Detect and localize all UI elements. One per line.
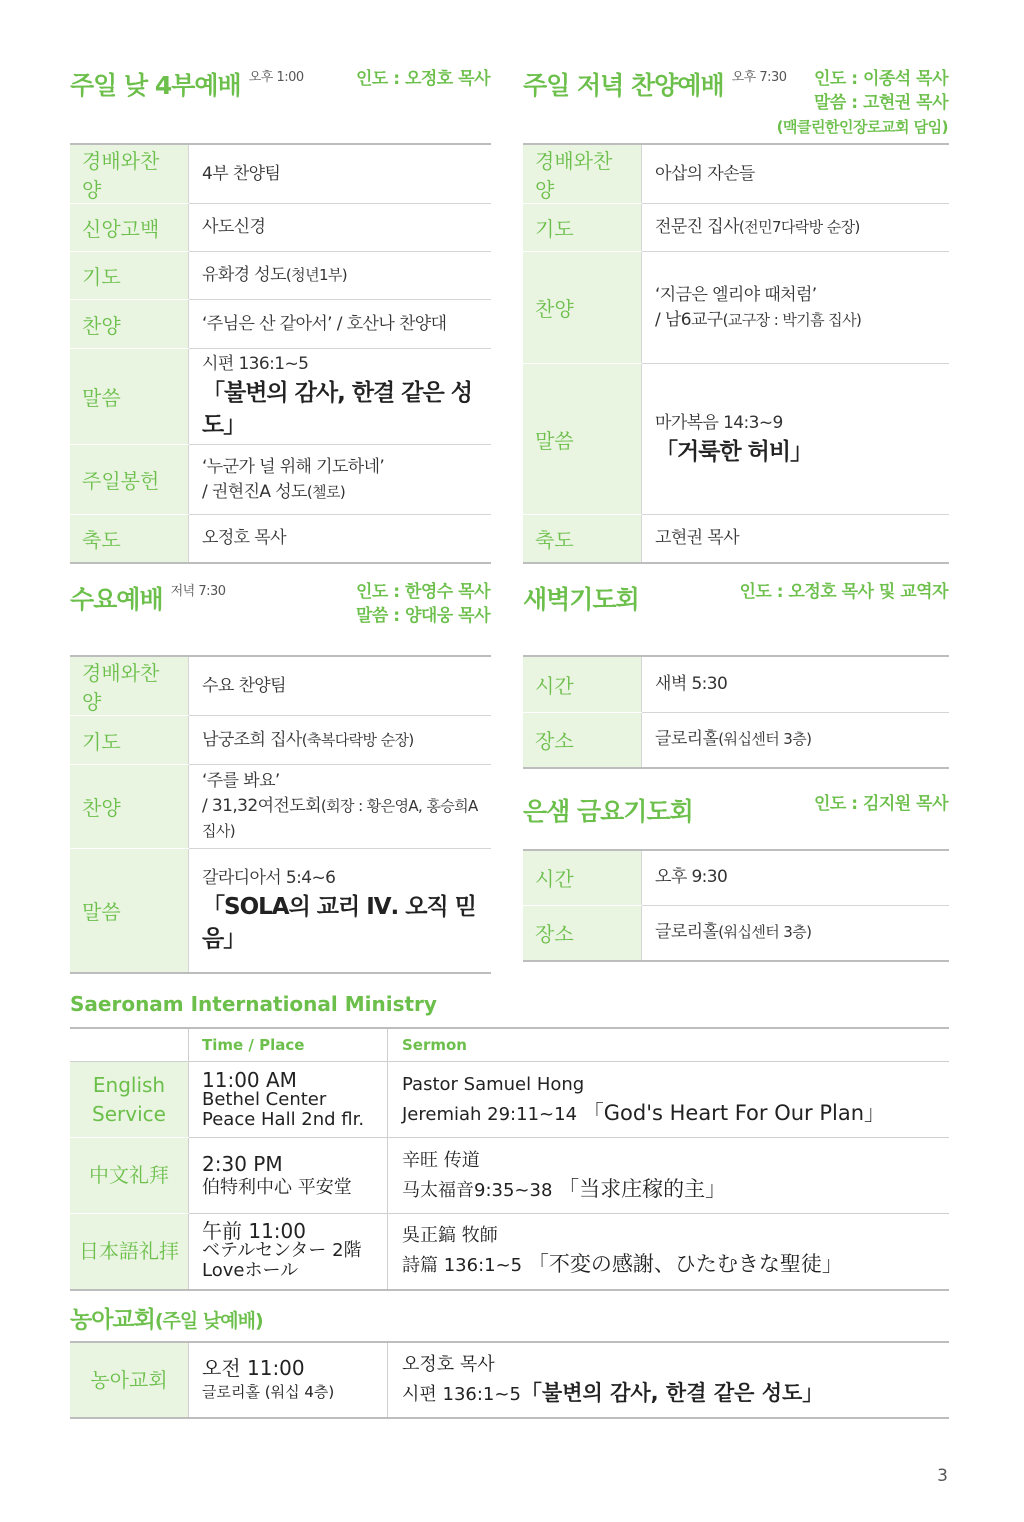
sermon-title: 「거룩한 허비」 [655,438,813,465]
row-label: 신앙고백 [70,204,189,252]
ministry-row: 日本語礼拝 午前 11:00 ベテルセンター 2階 Loveホール 吳正鎬 牧師 詩篇 136:1~5 「不変の感謝、ひたむきな聖徒」 [70,1214,949,1290]
friday-title: 은샘 금요기도회 [523,797,693,826]
sundayeve-leaders: 인도 : 이종석 목사 말씀 : 고현권 목사 (맥클린한인장로교회 담임) [776,69,948,136]
row-label: 기도 [70,716,189,765]
ministry-row: English Service 11:00 AM Bethel Center Peace Hall 2nd flr. Pastor Samuel Hong Jeremiah 29:11~14 「God's Heart For Our Plan」 [70,1062,949,1138]
wednesday-leaders: 인도 : 한영수 목사 말씀 : 양대웅 목사 [355,582,490,626]
row-label: 주일봉헌 [70,445,189,515]
sundayeve-title: 주일 저녁 찬양예배 $^{오후 7:30}$ [523,70,787,100]
row-label: 찬양 [70,300,189,349]
header-blank [70,1028,189,1062]
row-label: 말씀 [70,849,189,973]
row-label: 경배와찬양 [523,144,642,204]
row-label: 기도 [70,252,189,300]
row-label: 말씀 [523,364,642,515]
sunday4-leader: 인도 : 오정호 목사 [355,69,490,89]
ministry-row: 中文礼拜 2:30 PM 伯特利中心 平安堂 辛旺 传道 马太福音9:35~38 「当求庄稼的主」 [70,1138,949,1214]
row-label: 시간 [523,850,642,905]
sermon-title: 「SOLA의 교리 Ⅳ. 오직 믿음」 [202,893,476,952]
ministry-title: Saeronam International Ministry [70,992,437,1016]
row-label: 기도 [523,204,642,252]
col-sermon-header: Sermon [388,1028,950,1062]
row-label: 축도 [523,515,642,563]
row-label: 경배와찬양 [70,144,189,204]
sunday4-title: 주일 낮 4부예배 $^{오후 1:00}$ [70,70,304,100]
col-time-header: Time / Place [189,1028,388,1062]
deaf-title: 농아교회(주일 낮예배) [70,1307,263,1333]
sunday4-table: 경배와찬양 4부 찬양팀 신앙고백 사도신경 기도 유화경 성도(청년1부) 찬양 ‘주님은 산 같아서’ / 호산나 찬양대 말씀 시편 136:1~5 「불변의 감사, 한결 같은 성도」 주일봉헌 ‘누군가 널 위해 기도하네’ / 권현진A 성도(첼로) 축도 오정호 목사 [70,143,491,564]
wednesday-table: 경배와찬양 수요 찬양팀 기도 남궁조희 집사(축복다락방 순장) 찬양 ‘주를 봐요’ / 31,32여전도회(회장 : 황은영A, 홍승희A 집사) 말씀 갈라디아서 5:4~6 「SOLA의 교리 Ⅳ. 오직 믿음」 [70,655,491,974]
ministry-table [70,1027,949,1291]
friday-table: 시간 오후 9:30 장소 글로리홀(워십센터 3층) [523,849,949,962]
row-label: 시간 [523,656,642,712]
row-label: 장소 [523,712,642,768]
wednesday-title: 수요예배 $^{저녁 7:30}$ [70,584,226,614]
row-label: 찬양 [523,252,642,364]
page-number: 3 [937,1466,948,1486]
sundayeve-table: 경배와찬양 아삽의 자손들 기도 전문진 집사(전민7다락방 순장) 찬양 ‘지금은 엘리야 때처럼’ / 남6교구(교구장 : 박기흠 집사) 말씀 마가복음 14:3~9 「거룩한 허비」 축도 고현권 목사 [523,143,949,564]
deaf-table: 농아교회 오전 11:00 글로리홀 (워십 4층) 오정호 목사 시편 136:1~5「불변의 감사, 한결 같은 성도」 [70,1341,949,1419]
sermon-title: 「불변의 감사, 한결 같은 성도」 [202,380,472,438]
dawn-leader: 인도 : 오정호 목사 및 교역자 [739,582,948,602]
friday-leader: 인도 : 김지원 목사 [813,794,948,814]
row-label: 축도 [70,515,189,563]
row-label: 말씀 [70,349,189,445]
row-label: 장소 [523,905,642,961]
row-label: 경배와찬양 [70,656,189,716]
dawn-title: 새벽기도회 [523,585,639,614]
dawn-table: 시간 새벽 5:30 장소 글로리홀(워십센터 3층) [523,655,949,769]
row-label: 찬양 [70,765,189,849]
